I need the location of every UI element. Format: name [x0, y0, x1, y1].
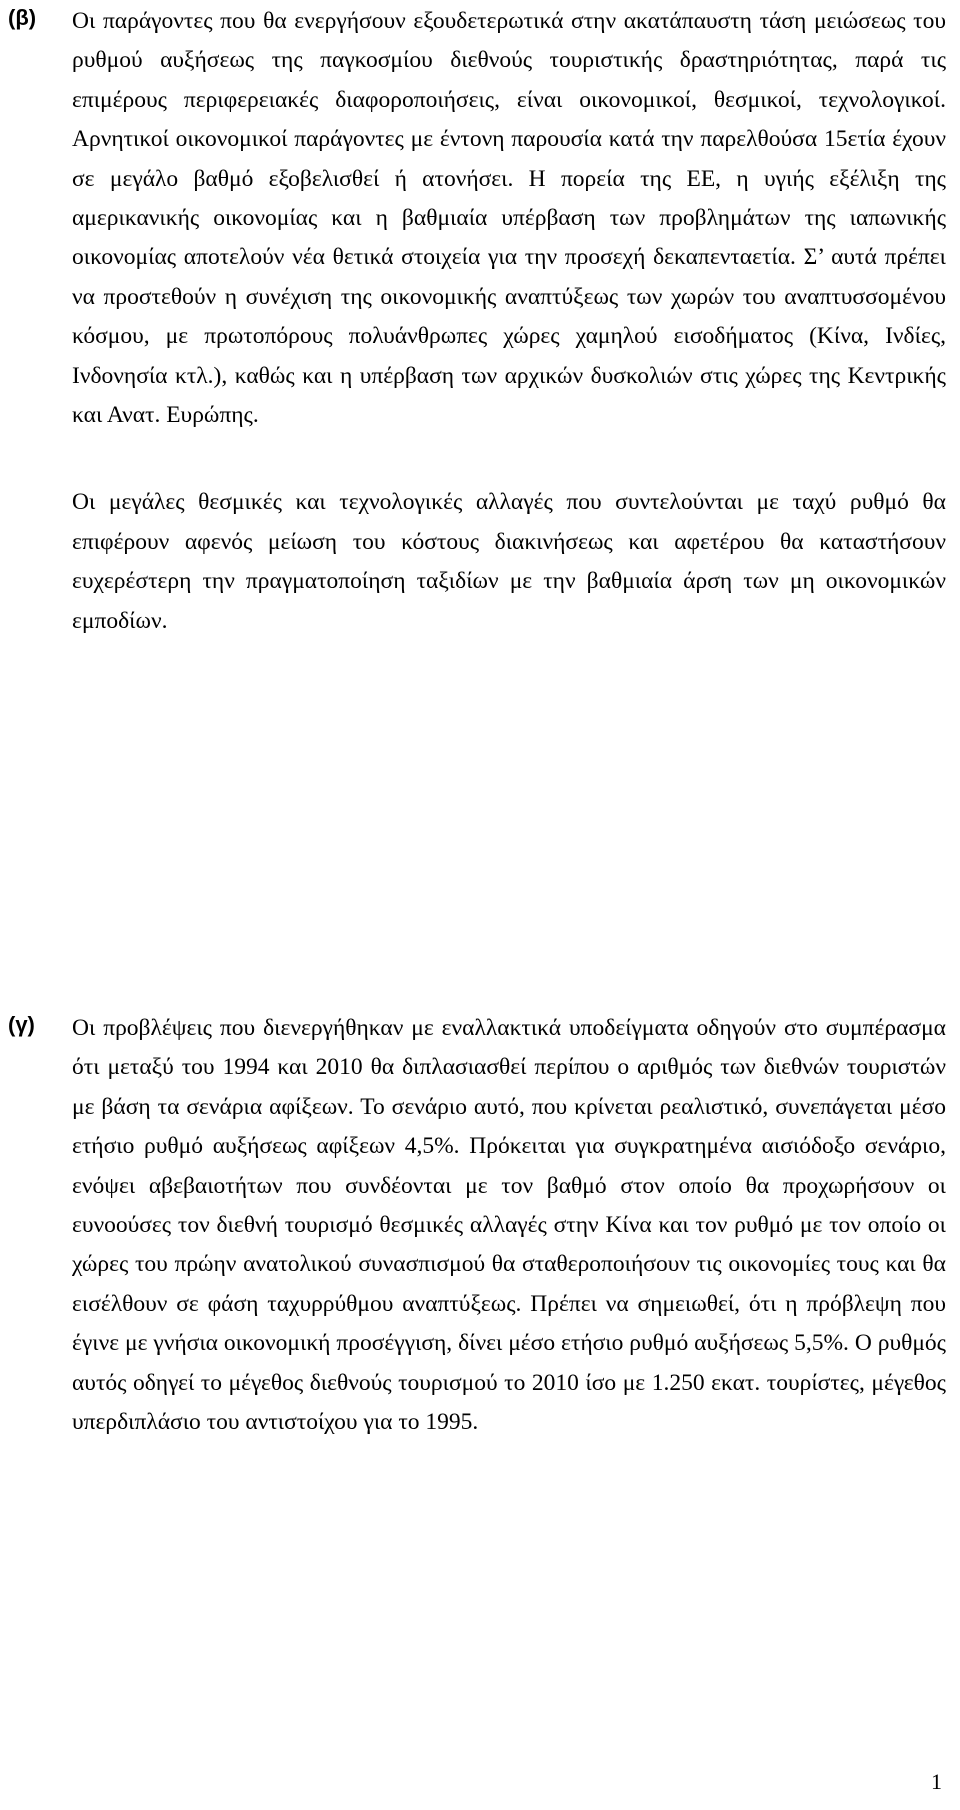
section-gamma	[0, 1009, 960, 1442]
paragraph-gamma-1: Οι προβλέψεις που διενεργήθηκαν με εναλλακτικά υποδείγματα οδηγούν στο συμπέρασμα ότι μεταξύ του 1994 και 2010 θα διπλασιασθεί περίπου ο αριθμός των διεθνών τουριστών με βάση τα σενάρια αφίξεων. Το σενάριο αυτό, που κρίνεται ρεαλιστικό, συνεπάγεται μέσο ετήσιο ρυθμό αυξήσεως αφίξεων 4,5%. Πρόκειται για συγκρατημένα αισιόδοξο σενάριο, ενόψει αβεβαιοτήτων που συνδέονται με τον βαθμό στον οποίο θα προχωρήσουν οι ευνοούσες τον διεθνή τουρισμό θεσμικές αλλαγές στην Κίνα και τον ρυθμό με τον οποίο οι χώρες του πρώην ανατολικού συνασπισμού θα σταθεροποιήσουν τις οικονομίες τους και θα εισέλθουν σε φάση ταχυρρύθμου αναπτύξεως. Πρέπει να σημειωθεί, ότι η πρόβλεψη που έγινε με γνήσια οικονομική προσέγγιση, δίνει μέσο ετήσιο ρυθμό αυξήσεως 5,5%. Ο ρυθμός αυτός οδηγεί το μέγεθος διεθνούς τουρισμού το 2010 ίσο με 1.250 εκατ. τουρίστες, μέγεθος υπερδιπλάσιο του αντιστοίχου για το 1995.	[72, 1015, 946, 1436]
section-marker-beta: (β)	[8, 5, 37, 30]
paragraph-gap	[0, 435, 960, 483]
paragraph-beta-2: Οι μεγάλες θεσμικές και τεχνολογικές αλλαγές που συντελούνται με ταχύ ρυθμό θα επιφέρουν αφενός μείωση του κόστους διακινήσεως και αφετέρου θα καταστήσουν ευχερέστερη την πραγματοποίηση ταξιδίων με την βαθμιαία άρση των μη οικονομικών εμποδίων.	[72, 489, 946, 634]
page-number: 1	[931, 1769, 942, 1794]
paragraph-beta-1: Οι παράγοντες που θα ενεργήσουν εξουδετερωτικά στην ακατάπαυστη τάση μειώσεως του ρυθμού αυξήσεως της παγκοσμίου διεθνούς τουριστικής δραστηριότητας, παρά τις επιμέρους περιφερειακές διαφοροποιήσεις, είναι οικονομικοί, θεσμικοί, τεχνολογικοί. Αρνητικοί οικονομικοί παράγοντες με έντονη παρουσία κατά την παρελθούσα 15ετία έχουν σε μεγάλο βαθμό εξοβελισθεί ή ατονήσει. Η πορεία της ΕΕ, η υγιής εξέλιξη της αμερικανικής οικονομίας και η βαθμιαία υπέρβαση των προβλημάτων της ιαπωνικής οικονομίας αποτελούν νέα θετικά στοιχεία για την προσεχή δεκαπενταετία. Σ’ αυτά πρέπει να προστεθούν η συνέχιση της οικονομικής αναπτύξεως των χωρών του αναπτυσσομένου κόσμου, με πρωτοπόρους πολυάνθρωπες χώρες χαμηλού εισοδήματος (Κίνα, Ινδίες, Ινδονησία κτλ.), καθώς και η υπέρβαση των αρχικών δυσκολιών στις χώρες της Κεντρικής και Ανατ. Ευρώπης.	[72, 8, 946, 429]
section-marker-gamma: (γ)	[8, 1012, 35, 1037]
section-beta	[0, 2, 960, 641]
